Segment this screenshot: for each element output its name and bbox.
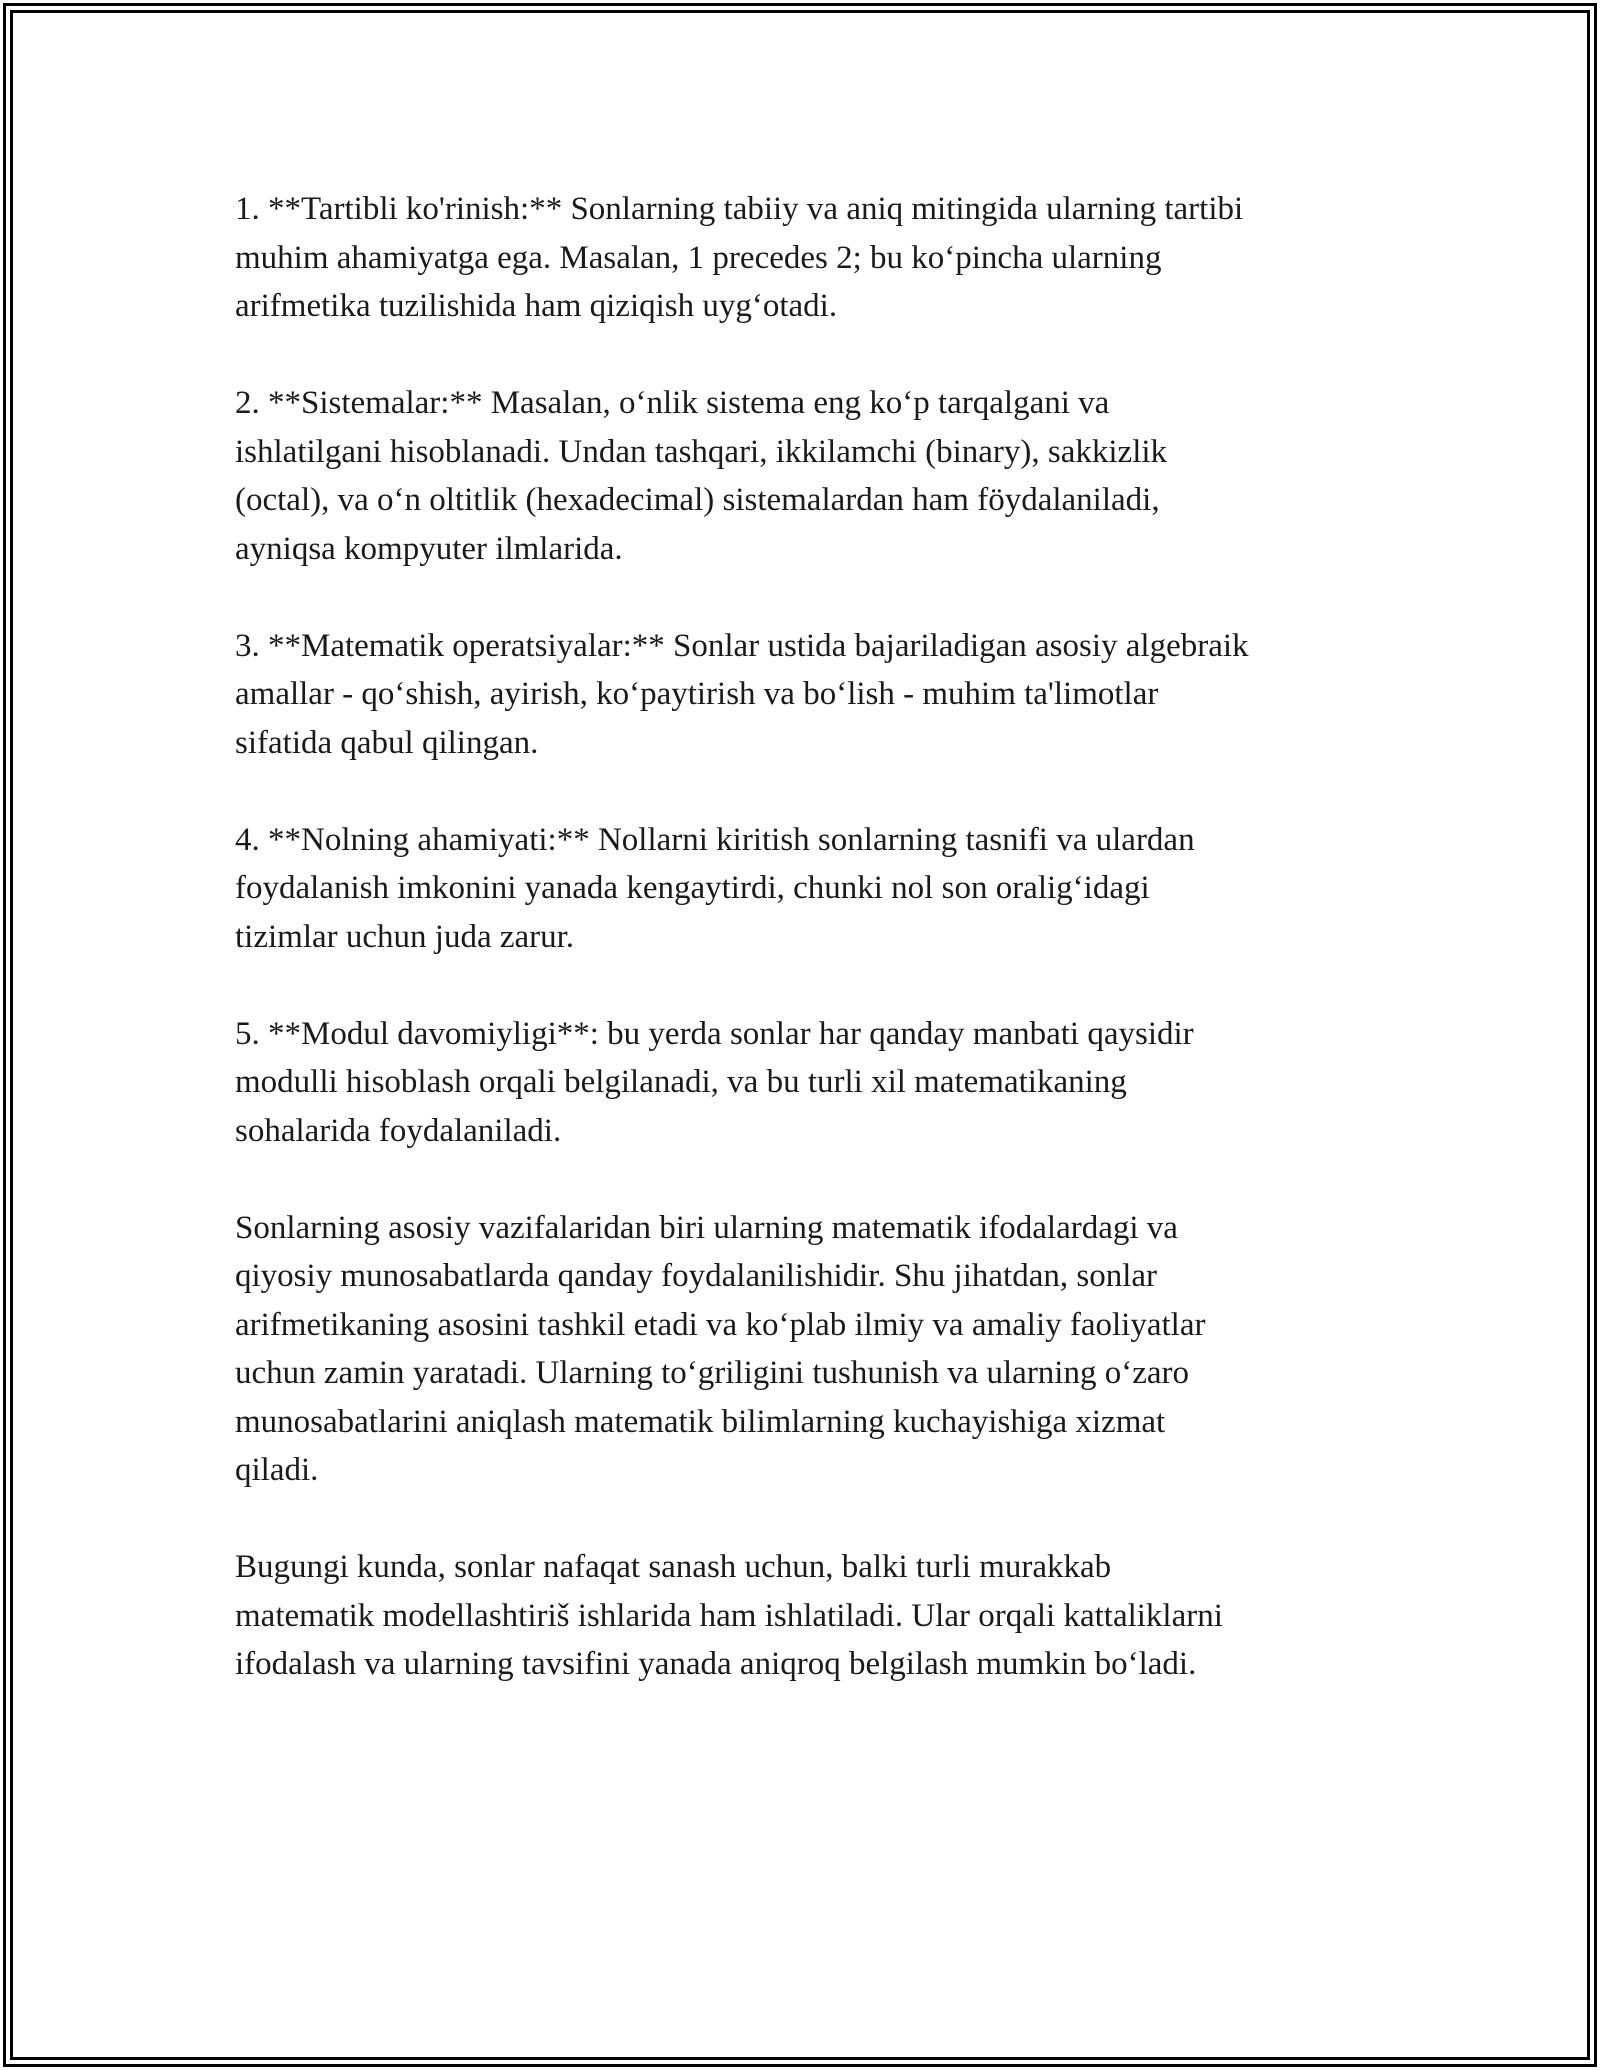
document-body (235, 185, 1395, 1737)
list-item-zero: 4. **Nolning ahamiyati:** Nollarni kiritish sonlarning tasnifi va ulardan foydalanish imkonini yanada kengaytirdi, chunki nol son oralig‘idagi tizimlar uchun juda zarur. (235, 821, 1195, 955)
list-item-operations: 3. **Matematik operatsiyalar:** Sonlar ustida bajariladigan asosiy algebraik amallar - qo‘shish, ayirish, ko‘paytirish va bo‘lish - muhim ta'limotlar sifatida qabul qilingan. (235, 627, 1249, 761)
list-item-systems: 2. **Sistemalar:** Masalan, o‘nlik sistema eng ko‘p tarqalgani va ishlatilgani hisoblanadi. Undan tashqari, ikkilamchi (binary), sakkizlik (octal), va o‘n oltitlik (hexadecimal) sistemalardan ham föydalaniladi, ayniqsa kompyuter ilmlarida. (235, 385, 1168, 567)
list-item-ordering: 1. **Tartibli ko'rinish:** Sonlarning tabiiy va aniq mitingida ularning tartibi muhim ahamiyatga ega. Masalan, 1 precedes 2; bu ko‘pincha ularning arifmetika tuzilishida ham qiziqish uyg‘otadi. (235, 191, 1244, 324)
body-paragraph-today: Bugungi kunda, sonlar nafaqat sanash uchun, balki turli murakkab matematik modellashtiriš ishlarida ham ishlatiladi. Ular orqali kattaliklarni ifodalash va ularning tavsifini yanada aniqroq belgilash mumkin bo‘ladi. (235, 1549, 1223, 1682)
body-paragraph-functions: Sonlarning asosiy vazifalaridan biri ularning matematik ifodalardagi va qiyosiy munosabatlarda qanday foydalanilishidir. Shu jihatdan, sonlar arifmetikaning asosini tashkil etadi va ko‘plab ilmiy va amaliy faoliyatlar uchun zamin yaratadi. Ularning to‘griligini tushunish va ularning o‘zaro munosabatlarini aniqlash matematik bilimlarning kuchayishiga xizmat qiladi. (235, 1209, 1206, 1488)
list-item-modulo: 5. **Modul davomiyligi**: bu yerda sonlar har qanday manbati qaysidir modulli hisoblash orqali belgilanadi, va bu turli xil matematikaning sohalarida foydalaniladi. (235, 1015, 1194, 1149)
